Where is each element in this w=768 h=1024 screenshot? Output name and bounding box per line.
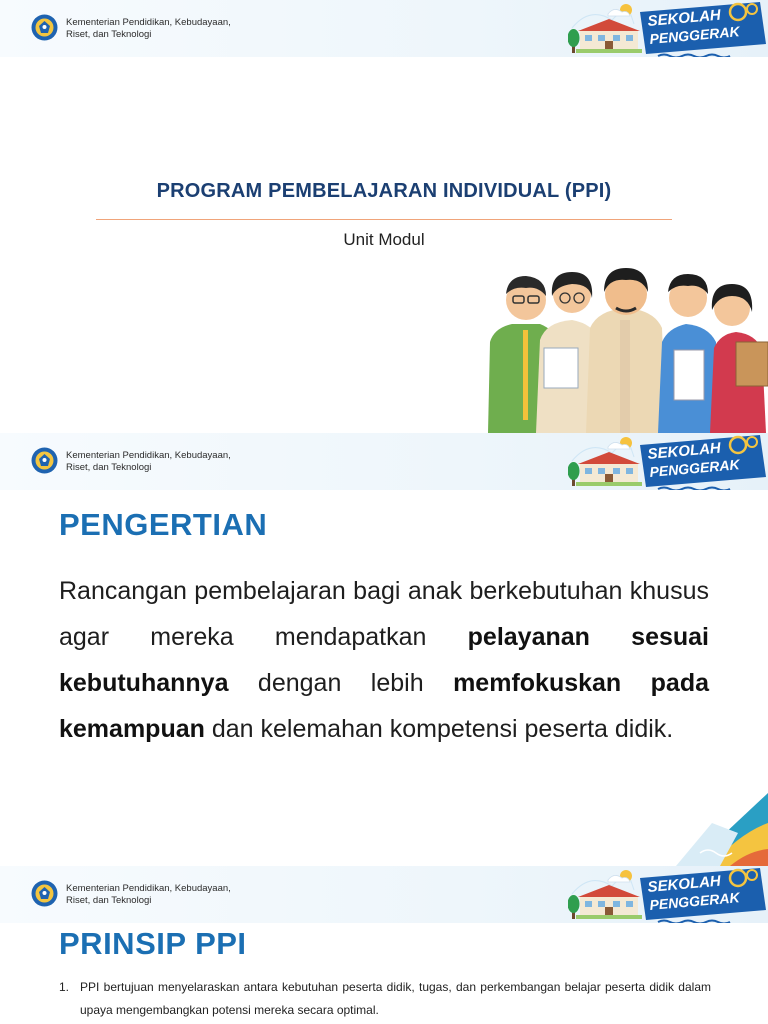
principles-list (59, 976, 711, 1022)
sekolah-penggerak-badge (568, 866, 768, 923)
para-text-1: Rancangan pembelajaran bagi anak berkebutuhan khusus agar mereka mendapatkan (59, 577, 709, 651)
slide-header (0, 866, 768, 923)
ministry-line1: Kementerian Pendidikan, Kebudayaan, (66, 883, 231, 894)
ministry-line2: Riset, dan Teknologi (66, 29, 152, 40)
ministry-name (66, 450, 231, 474)
sekolah-penggerak-badge (568, 0, 768, 57)
list-item-text: PPI bertujuan menyelaraskan antara kebutuhan peserta didik, tugas, dan perkembangan belajar peserta didik dalam upaya mengembangkan potensi mereka secara optimal. (80, 980, 711, 1017)
badge-line2: PENGGERAK (648, 889, 741, 913)
ministry-name (66, 883, 231, 907)
teacher-figure (710, 284, 768, 433)
teacher-figure (658, 274, 718, 433)
badge-line2: PENGGERAK (648, 23, 741, 47)
tut-wuri-handayani-logo-icon (31, 14, 58, 41)
slide-title (0, 0, 768, 433)
badge-line1: SEKOLAH (646, 872, 722, 896)
slide-header (0, 433, 768, 490)
badge-line1: SEKOLAH (646, 439, 722, 463)
tut-wuri-handayani-logo-icon (31, 880, 58, 907)
para-text-3: dan kelemahan kompetensi peserta didik. (204, 715, 674, 743)
badge-line1: SEKOLAH (646, 6, 722, 30)
teacher-figure (586, 268, 666, 433)
para-bold-2: memfokuskan pada kemampuan (59, 669, 709, 743)
ministry-name (66, 17, 231, 41)
para-text-2: dengan lebih (228, 669, 454, 697)
section-heading: PRINSIP PPI (59, 926, 247, 961)
list-item-number: 1. (59, 980, 70, 994)
page-title: PROGRAM PEMBELAJARAN INDIVIDUAL (PPI) (156, 180, 612, 202)
ministry-line2: Riset, dan Teknologi (66, 462, 152, 473)
section-heading: PENGERTIAN (59, 507, 268, 542)
para-bold-1: pelayanan sesuai kebutuhannya (59, 623, 709, 697)
title-divider (96, 219, 672, 220)
teachers-illustration (486, 262, 768, 433)
decorative-corner-graphic (660, 793, 768, 866)
slide-prinsip (0, 866, 768, 1024)
page-subtitle: Unit Modul (343, 230, 425, 249)
list-item (59, 976, 711, 1022)
slide-pengertian (0, 433, 768, 866)
sekolah-penggerak-badge (568, 433, 768, 490)
ministry-line2: Riset, dan Teknologi (66, 895, 152, 906)
definition-paragraph (59, 568, 709, 752)
tut-wuri-handayani-logo-icon (31, 447, 58, 474)
ministry-line1: Kementerian Pendidikan, Kebudayaan, (66, 450, 231, 461)
badge-line2: PENGGERAK (648, 456, 741, 480)
ministry-line1: Kementerian Pendidikan, Kebudayaan, (66, 17, 231, 28)
slide-header (0, 0, 768, 57)
